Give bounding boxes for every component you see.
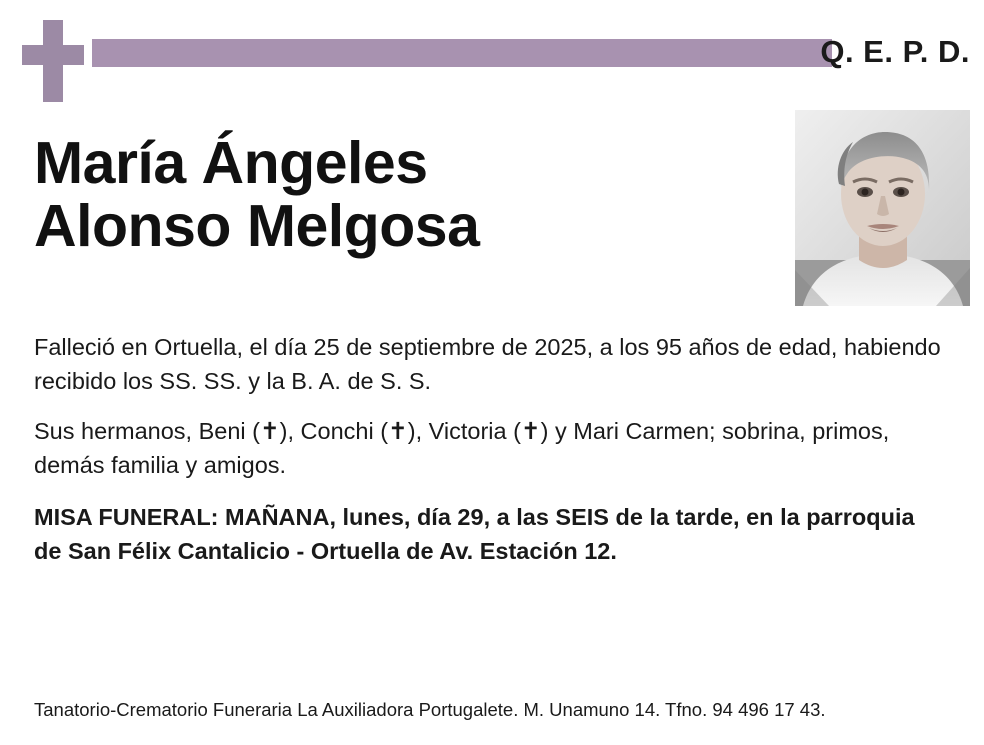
obituary-body [34,330,946,584]
funeral-home-footer: Tanatorio-Crematorio Funeraria La Auxiliadora Portugalete. M. Unamuno 14. Tfno. 94 496 17 43. [34,699,826,720]
death-info-paragraph: Falleció en Ortuella, el día 25 de septiembre de 2025, a los 95 años de edad, habiendo recibido los SS. SS. y la B. A. de S. S. [34,334,941,394]
cross-icon [22,20,84,102]
qepd-label: Q. E. P. D. [820,34,970,69]
deceased-last-name: Alonso Melgosa [34,192,480,259]
header-decorative-bar [92,39,832,67]
family-paragraph: Sus hermanos, Beni (✝), Conchi (✝), Victoria (✝) y Mari Carmen; sobrina, primos, demás familia y amigos. [34,418,890,478]
portrait-photo [795,110,970,306]
deceased-name [34,132,794,257]
funeral-mass-paragraph: MISA FUNERAL: MAÑANA, lunes, día 29, a las SEIS de la tarde, en la parroquia de San Félix Cantalicio - Ortuella de Av. Estación 12. [34,504,915,564]
deceased-first-name: María Ángeles [34,130,428,196]
obituary-header [0,0,984,105]
cross-horizontal-bar [22,45,84,65]
